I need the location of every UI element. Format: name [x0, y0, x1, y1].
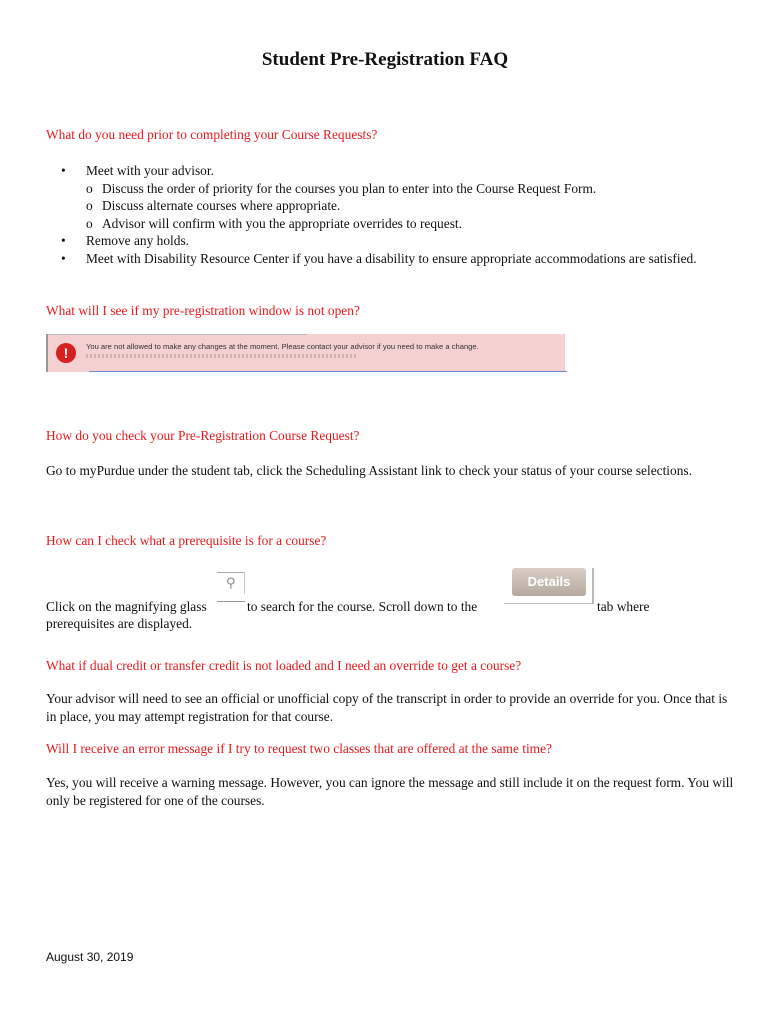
answer-check-course-request: Go to myPurdue under the student tab, click the Scheduling Assistant link to check your status of your course selections. — [46, 463, 692, 478]
question-prior-requirements: What do you need prior to completing your Course Requests? — [46, 127, 378, 142]
sub-bullet-icon: o — [86, 180, 93, 196]
divider — [504, 603, 594, 604]
question-transfer-credit: What if dual credit or transfer credit is not loaded and I need an override to get a course? — [46, 658, 522, 673]
sub-list-item-text: Advisor will confirm with you the appropriate overrides to request. — [102, 215, 462, 231]
sub-bullet-icon: o — [86, 198, 93, 213]
list-item-text: Meet with your advisor. — [86, 163, 214, 178]
blurred-text-line — [86, 354, 356, 358]
sub-list-item — [86, 215, 736, 233]
bullet-icon: • — [61, 250, 66, 266]
list-item-text: Remove any holds. — [86, 233, 190, 248]
error-message-screenshot — [46, 334, 565, 372]
sub-list-item — [86, 197, 736, 215]
sub-list-item — [86, 180, 736, 198]
page-title: Student Pre-Registration FAQ — [261, 49, 509, 70]
question-check-prerequisite: How can I check what a prerequisite is for a course? — [46, 533, 327, 548]
magnifying-glass-screenshot — [217, 572, 245, 602]
question-time-conflict: Will I receive an error message if I try to request two classes that are offered at the same time? — [46, 741, 552, 756]
answer-transfer-credit: Your advisor will need to see an official or unofficial copy of the transcript in order to provide an override for you. Once that is in place, you may attempt registration for that course. — [46, 691, 728, 724]
error-message-text: You are not allowed to make any changes at the moment. Please contact your advisor if you need to make a change. — [86, 342, 479, 351]
requirements-list — [46, 162, 736, 267]
question-window-not-open: What will I see if my pre-registration window is not open? — [46, 303, 360, 318]
divider — [217, 601, 245, 602]
answer-prerequisite-part4: prerequisites are displayed. — [46, 616, 193, 631]
footer-date: August 30, 2019 — [46, 950, 134, 964]
magnifying-glass-icon: ⚲ — [226, 576, 236, 591]
divider — [592, 568, 594, 604]
sub-bullet-icon: o — [86, 215, 93, 231]
list-item — [46, 232, 736, 250]
answer-prerequisite-part3: tab where — [597, 599, 650, 614]
bullet-icon: • — [61, 163, 66, 178]
question-check-course-request: How do you check your Pre-Registration Course Request? — [46, 428, 360, 443]
answer-prerequisite-part1: Click on the magnifying glass — [46, 599, 207, 614]
divider — [244, 572, 245, 594]
list-item — [46, 250, 736, 268]
sub-list-item-text: Discuss alternate courses where appropriate. — [102, 198, 341, 213]
details-tab-button: Details — [512, 568, 586, 596]
list-item — [46, 162, 736, 232]
divider — [217, 572, 245, 573]
error-alert-icon: ! — [56, 343, 76, 363]
answer-time-conflict: Yes, you will receive a warning message. However, you can ignore the message and still include it on the request form. You will only be registered for one of the courses. — [46, 775, 734, 808]
sub-list-item-text: Discuss the order of priority for the courses you plan to enter into the Course Request Form. — [102, 180, 597, 196]
answer-prerequisite-part2: to search for the course. Scroll down to the — [247, 599, 478, 614]
sub-list — [86, 180, 736, 233]
list-item-text: Meet with Disability Resource Center if you have a disability to ensure appropriate accommodations are satisfied. — [86, 250, 697, 266]
bullet-icon: • — [61, 233, 66, 248]
divider — [89, 371, 567, 372]
divider — [48, 334, 307, 335]
